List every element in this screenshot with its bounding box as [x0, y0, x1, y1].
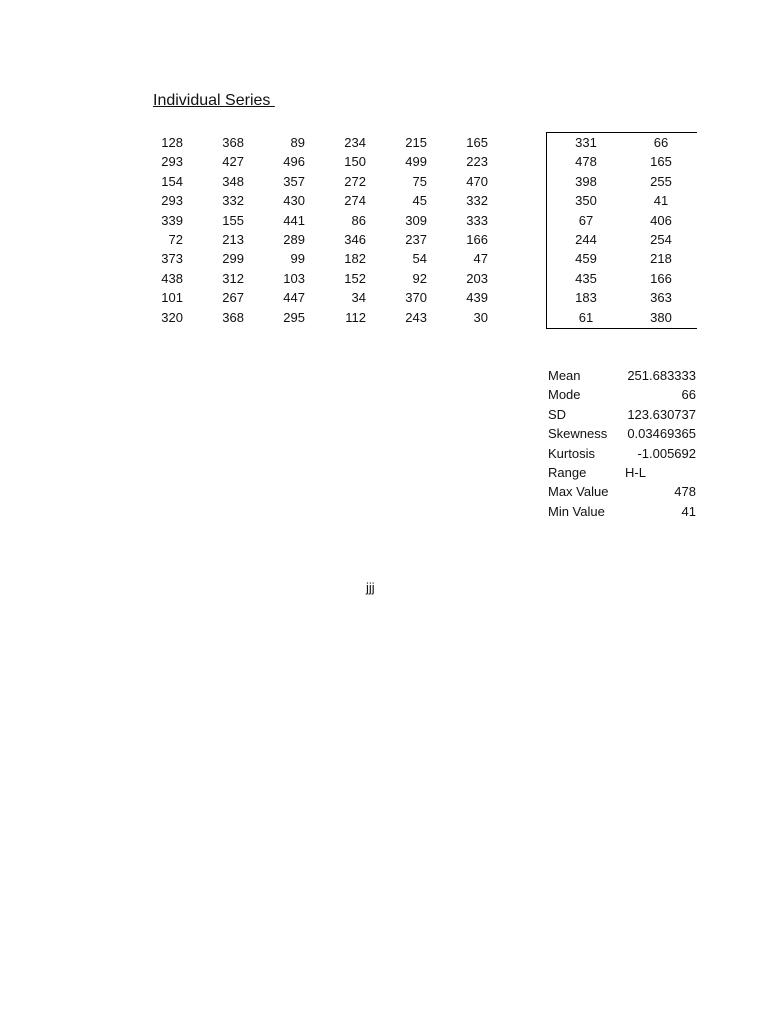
- table-cell[interactable]: 459: [575, 251, 597, 267]
- table-cell[interactable]: 61: [578, 309, 594, 325]
- table-cell[interactable]: 332: [466, 193, 488, 209]
- table-cell[interactable]: 165: [650, 154, 672, 170]
- table-cell[interactable]: 373: [161, 251, 183, 267]
- table-cell[interactable]: 86: [351, 212, 366, 228]
- table-cell[interactable]: 299: [222, 251, 244, 267]
- table-row: [150, 133, 488, 152]
- stat-value[interactable]: -1.005692: [637, 445, 696, 461]
- table-cell[interactable]: 72: [168, 232, 183, 248]
- table-cell[interactable]: 99: [290, 251, 305, 267]
- table-cell[interactable]: 499: [405, 154, 427, 170]
- table-cell[interactable]: 243: [405, 309, 427, 325]
- stat-label[interactable]: Skewness: [548, 426, 608, 442]
- table-row: [547, 172, 697, 191]
- table-cell[interactable]: 154: [161, 173, 183, 189]
- table-cell[interactable]: 368: [222, 309, 244, 325]
- table-cell[interactable]: 47: [473, 251, 488, 267]
- table-cell[interactable]: 496: [283, 154, 305, 170]
- table-cell[interactable]: 152: [344, 270, 366, 286]
- table-cell[interactable]: 346: [344, 232, 366, 248]
- table-cell[interactable]: 441: [283, 212, 305, 228]
- table-row: [547, 269, 697, 288]
- stat-label[interactable]: Kurtosis: [548, 445, 595, 461]
- table-cell[interactable]: 89: [290, 135, 305, 150]
- table-cell[interactable]: 166: [650, 270, 672, 286]
- table-cell[interactable]: 150: [344, 154, 366, 170]
- table-cell[interactable]: 295: [283, 309, 305, 325]
- table-cell[interactable]: 166: [466, 232, 488, 248]
- table-cell[interactable]: 478: [575, 154, 597, 170]
- stat-row: [548, 424, 696, 443]
- table-cell[interactable]: 92: [412, 270, 427, 286]
- table-row: [547, 133, 697, 152]
- stat-row: [548, 482, 696, 501]
- table-row: [547, 191, 697, 210]
- table-row: [547, 230, 697, 249]
- table-cell[interactable]: 155: [222, 212, 244, 228]
- table-cell[interactable]: 312: [222, 270, 244, 286]
- stat-value[interactable]: 0.03469365: [627, 426, 696, 442]
- stats-table: [548, 366, 696, 521]
- table-cell[interactable]: 293: [161, 193, 183, 209]
- table-cell[interactable]: 368: [222, 135, 244, 150]
- table-cell[interactable]: 203: [466, 270, 488, 286]
- stat-row: [548, 463, 696, 482]
- table-cell[interactable]: 75: [412, 173, 427, 189]
- stat-value[interactable]: 41: [681, 503, 696, 519]
- table-cell[interactable]: 447: [283, 290, 305, 306]
- table-cell[interactable]: 128: [161, 135, 183, 150]
- stat-label[interactable]: Max Value: [548, 484, 609, 500]
- stat-label[interactable]: SD: [548, 406, 567, 422]
- stat-row: [548, 385, 696, 404]
- table-row: [150, 308, 488, 327]
- table-row: [150, 230, 488, 249]
- table-cell[interactable]: 103: [283, 270, 305, 286]
- table-row: [547, 249, 697, 268]
- table-cell[interactable]: 215: [405, 135, 427, 150]
- boxed-range: [546, 132, 697, 329]
- table-cell[interactable]: 370: [405, 290, 427, 306]
- table-cell[interactable]: 272: [344, 173, 366, 189]
- table-cell[interactable]: 320: [161, 309, 183, 325]
- table-cell[interactable]: 274: [344, 193, 366, 209]
- table-cell[interactable]: 101: [161, 290, 183, 306]
- table-cell[interactable]: 244: [575, 232, 597, 248]
- stat-row: [548, 366, 696, 385]
- table-cell[interactable]: 339: [161, 212, 183, 228]
- stat-row: [548, 405, 696, 424]
- series-table: [150, 133, 488, 327]
- stat-label[interactable]: Mean: [548, 368, 581, 383]
- table-cell[interactable]: 380: [650, 309, 672, 325]
- table-cell[interactable]: 438: [161, 270, 183, 286]
- table-cell[interactable]: 41: [653, 193, 669, 209]
- table-cell[interactable]: 348: [222, 173, 244, 189]
- table-cell[interactable]: 67: [578, 212, 594, 228]
- stat-label[interactable]: Range: [548, 465, 587, 481]
- table-cell[interactable]: 406: [650, 212, 672, 228]
- sheet-title: Individual Series: [153, 92, 275, 109]
- table-cell[interactable]: 289: [283, 232, 305, 248]
- table-cell[interactable]: 427: [222, 154, 244, 170]
- table-cell[interactable]: 34: [351, 290, 366, 306]
- table-cell[interactable]: 165: [466, 135, 488, 150]
- table-cell[interactable]: 234: [344, 135, 366, 150]
- stat-row: [548, 444, 696, 463]
- table-cell[interactable]: 439: [466, 290, 488, 306]
- table-cell[interactable]: 54: [412, 251, 427, 267]
- table-cell[interactable]: 435: [575, 270, 597, 286]
- table-row: [150, 211, 488, 230]
- stat-value[interactable]: 123.630737: [627, 406, 696, 422]
- table-cell[interactable]: 363: [650, 290, 672, 306]
- table-cell[interactable]: 183: [575, 290, 597, 306]
- table-row: [150, 249, 488, 268]
- stat-label[interactable]: Min Value: [548, 503, 605, 519]
- table-row: [150, 269, 488, 288]
- table-row: [150, 172, 488, 191]
- stat-value[interactable]: 251.683333: [627, 368, 696, 383]
- table-cell[interactable]: 255: [650, 173, 672, 189]
- table-cell[interactable]: 398: [575, 173, 597, 189]
- table-row: [547, 152, 697, 171]
- table-row: [547, 308, 697, 327]
- table-cell[interactable]: 357: [283, 173, 305, 189]
- table-cell[interactable]: 470: [466, 173, 488, 189]
- table-cell[interactable]: 430: [283, 193, 305, 209]
- table-cell[interactable]: 293: [161, 154, 183, 170]
- table-row: [547, 288, 697, 307]
- table-cell[interactable]: 213: [222, 232, 244, 248]
- stat-value[interactable]: 478: [674, 484, 696, 500]
- stat-row: [548, 502, 696, 521]
- table-cell[interactable]: 332: [222, 193, 244, 209]
- stat-label[interactable]: Mode: [548, 387, 581, 403]
- stat-value[interactable]: H-L: [625, 465, 646, 481]
- table-cell[interactable]: 309: [405, 212, 427, 228]
- table-cell[interactable]: 223: [466, 154, 488, 170]
- table-row: [547, 211, 697, 230]
- table-cell[interactable]: 331: [575, 135, 597, 150]
- table-cell[interactable]: 45: [412, 193, 427, 209]
- table-cell[interactable]: 350: [575, 193, 597, 209]
- table-cell[interactable]: 218: [650, 251, 672, 267]
- table-cell[interactable]: 333: [466, 212, 488, 228]
- table-cell[interactable]: 30: [473, 309, 488, 325]
- table-cell[interactable]: 112: [345, 309, 366, 325]
- stat-value[interactable]: 66: [681, 387, 696, 403]
- table-row: [150, 288, 488, 307]
- table-row: [150, 152, 488, 171]
- boxed-table: [547, 133, 697, 327]
- table-row: [150, 191, 488, 210]
- table-cell[interactable]: 254: [650, 232, 672, 248]
- table-cell[interactable]: 66: [653, 135, 669, 150]
- note-cell[interactable]: jjj: [366, 580, 375, 595]
- table-cell[interactable]: 237: [405, 232, 427, 248]
- table-cell[interactable]: 182: [344, 251, 366, 267]
- table-cell[interactable]: 267: [222, 290, 244, 306]
